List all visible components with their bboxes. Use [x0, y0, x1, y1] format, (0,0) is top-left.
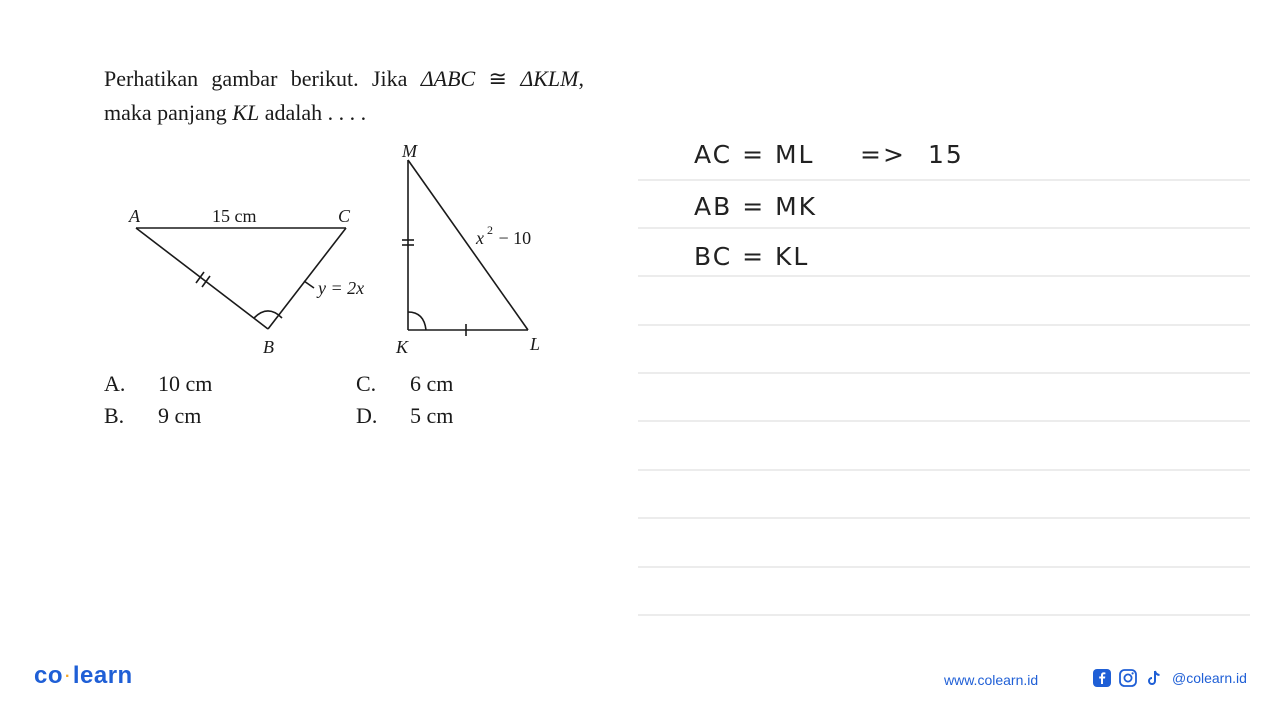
note-line-2: AB = MK — [694, 192, 818, 221]
brand-dot: · — [65, 668, 71, 685]
option-c-text: 6 cm — [410, 371, 454, 396]
label-side-ml-rest: − 10 — [494, 228, 532, 248]
note-arrow: => — [860, 140, 906, 169]
option-d-letter: D. — [356, 403, 378, 428]
segment-kl-ref: KL — [232, 100, 260, 125]
brand-right: learn — [72, 662, 133, 689]
colearn-logo — [34, 662, 133, 690]
note-line-1: AC = ML — [694, 140, 815, 169]
note-value: 15 — [928, 140, 964, 169]
label-k: K — [396, 337, 409, 357]
question-part1: Perhatikan gambar berikut. Jika — [104, 66, 421, 91]
label-l: L — [530, 334, 541, 354]
label-a: A — [129, 206, 140, 226]
congruent-symbol: ≅ — [475, 66, 521, 91]
option-b-text: 9 cm — [158, 403, 202, 428]
instagram-icon[interactable] — [1118, 668, 1138, 688]
option-a-letter: A. — [104, 371, 126, 396]
tiktok-icon[interactable] — [1144, 668, 1164, 688]
label-c: C — [338, 206, 351, 226]
label-m: M — [402, 141, 417, 161]
option-b-letter: B. — [104, 403, 125, 428]
option-c-letter: C. — [356, 371, 377, 396]
facebook-icon[interactable] — [1092, 668, 1112, 688]
option-a-text: 10 cm — [158, 371, 213, 396]
triangle-abc-ref: ΔABC — [420, 66, 476, 91]
social-handle[interactable]: @colearn.id — [1172, 670, 1247, 686]
social-links — [1092, 668, 1247, 688]
label-b: B — [263, 337, 274, 357]
question-part3: adalah . . . . — [259, 100, 367, 125]
label-side-ac: 15 cm — [212, 206, 257, 226]
brand-left: co — [34, 662, 64, 689]
label-side-bc: y = 2x — [318, 278, 365, 298]
question-part2: , maka panjang — [104, 66, 584, 125]
label-side-ml-exp: 2 — [487, 223, 493, 237]
triangle-klm-ref: ΔKLM — [520, 66, 579, 91]
note-line-3: BC = KL — [694, 242, 810, 271]
label-side-ml-x: x — [476, 228, 484, 248]
website-link[interactable]: www.colearn.id — [944, 672, 1039, 688]
option-d-text: 5 cm — [410, 403, 454, 428]
